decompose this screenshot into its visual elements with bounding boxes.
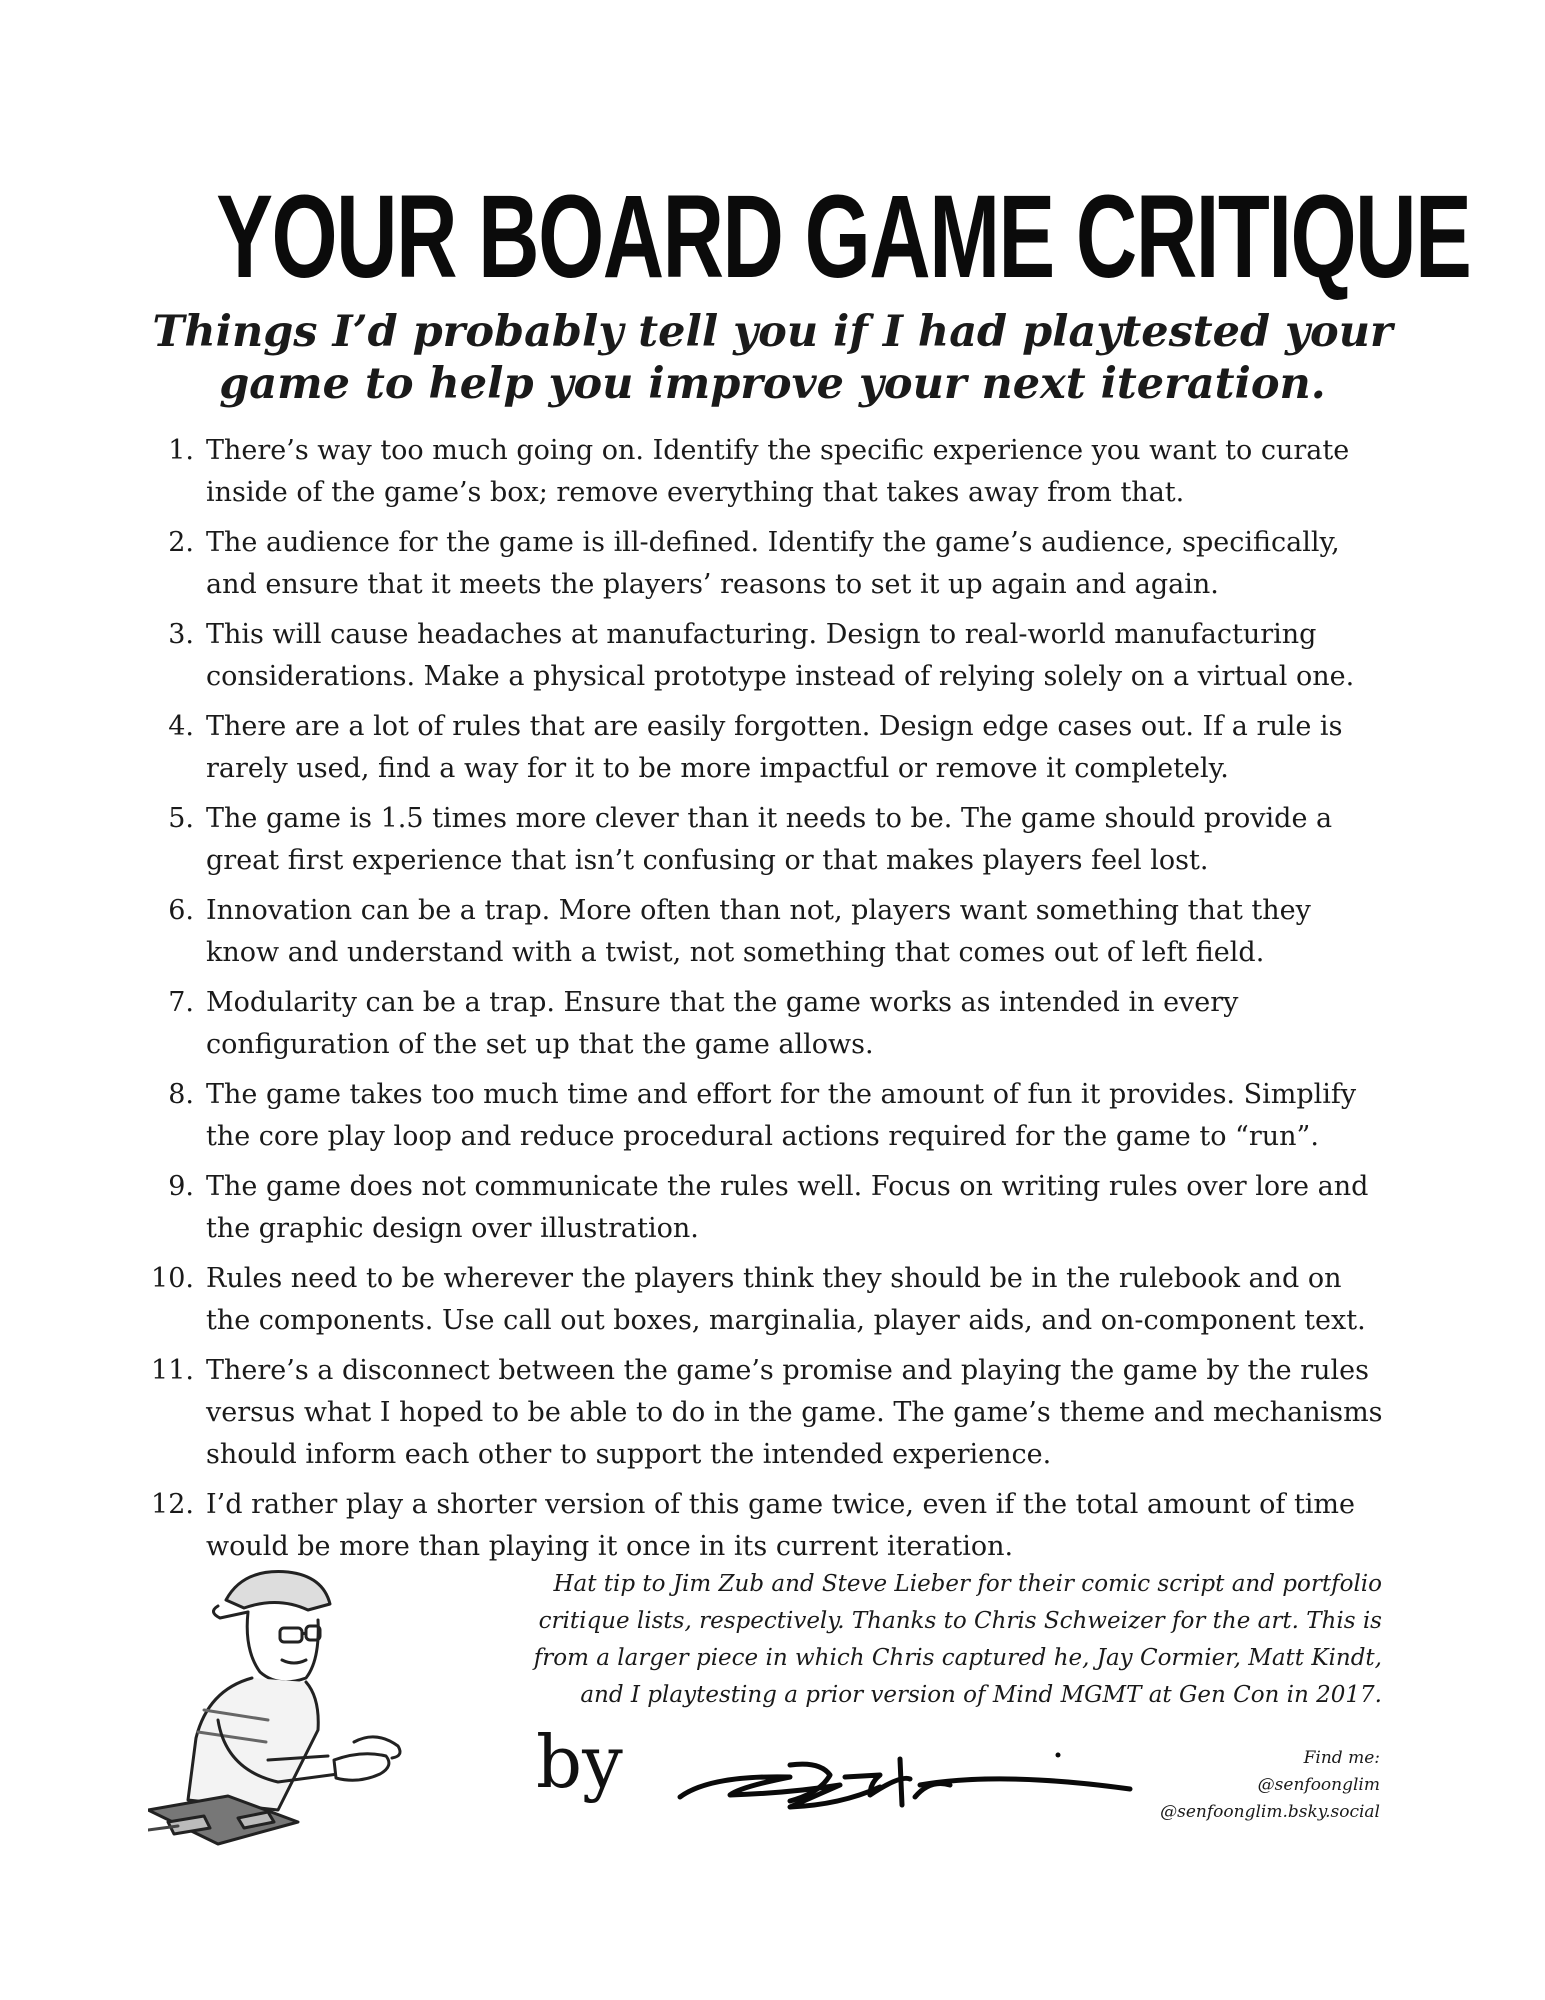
list-item	[140, 798, 1390, 882]
item-text: Modularity can be a trap. Ensure that the game works as intended in every configuration of the set up that the game allows.	[206, 987, 1239, 1060]
social-handle: @senfoonglim	[1257, 1775, 1380, 1795]
list-item	[140, 614, 1390, 698]
find-me	[1160, 1745, 1380, 1826]
list-item	[140, 1166, 1390, 1250]
item-text: There are a lot of rules that are easily forgotten. Design edge cases out. If a rule is rarely used, find a way for it to be more impactful or remove it completely.	[206, 711, 1343, 784]
playtester-illustration	[148, 1560, 518, 1850]
item-number: 5.	[168, 803, 194, 834]
item-number: 9.	[168, 1171, 194, 1202]
critique-list	[140, 430, 1390, 1576]
item-text: Innovation can be a trap. More often than not, players want something that they know and understand with a twist, not something that comes out of left field.	[206, 895, 1311, 968]
list-item	[140, 982, 1390, 1066]
item-number: 11.	[151, 1355, 194, 1386]
credits-note: Hat tip to Jim Zub and Steve Lieber for their comic script and portfolio critique lists, respectively. Thanks to Chris Schweizer for the art. This is from a larger piece in which Chris captured he, Jay Cormier, Matt Kindt, and I playtesting a prior version of Mind MGMT at Gen Con in 2017.	[533, 1571, 1382, 1708]
item-number: 8.	[168, 1079, 194, 1110]
signature	[670, 1735, 1140, 1825]
item-text: The game does not communicate the rules well. Focus on writing rules over lore and the graphic design over illustration.	[206, 1171, 1369, 1244]
item-number: 6.	[168, 895, 194, 926]
item-number: 2.	[168, 527, 194, 558]
item-number: 10.	[151, 1263, 194, 1294]
list-item	[140, 522, 1390, 606]
item-number: 12.	[151, 1489, 194, 1520]
find-me-label: Find me:	[1303, 1748, 1380, 1768]
item-text: There’s a disconnect between the game’s promise and playing the game by the rules versus what I hoped to be able to do in the game. The game’s theme and mechanisms should inform each other to support the intended experience.	[206, 1355, 1383, 1470]
by-label: by	[536, 1720, 623, 1804]
item-text: I’d rather play a shorter version of this game twice, even if the total amount of time would be more than playing it once in its current iteration.	[206, 1489, 1356, 1562]
list-item	[140, 890, 1390, 974]
item-text: There’s way too much going on. Identify the specific experience you want to curate inside of the game’s box; remove everything that takes away from that.	[206, 435, 1350, 508]
item-number: 1.	[168, 435, 194, 466]
item-text: The game takes too much time and effort for the amount of fun it provides. Simplify the core play loop and reduce procedural actions required for the game to “run”.	[206, 1079, 1357, 1152]
list-item	[140, 1484, 1390, 1568]
item-text: The game is 1.5 times more clever than it needs to be. The game should provide a great first experience that isn’t confusing or that makes players feel lost.	[206, 803, 1333, 876]
list-item	[140, 1350, 1390, 1476]
list-item	[140, 430, 1390, 514]
item-number: 3.	[168, 619, 194, 650]
item-text: This will cause headaches at manufacturing. Design to real-world manufacturing considerations. Make a physical prototype instead of relying solely on a virtual one.	[206, 619, 1355, 692]
social-handle: @senfoonglim.bsky.social	[1160, 1802, 1380, 1822]
page-title: YOUR BOARD GAME CRITIQUE	[216, 171, 1471, 303]
item-text: The audience for the game is ill-defined. Identify the game’s audience, specifically, and ensure that it meets the players’ reasons to set it up again and again.	[206, 527, 1340, 600]
item-text: Rules need to be wherever the players think they should be in the rulebook and on the components. Use call out boxes, marginalia, player aids, and on-component text.	[206, 1263, 1366, 1336]
page-subtitle: Things I’d probably tell you if I had playtested your game to help you improve your next iteration.	[152, 307, 1393, 409]
item-number: 7.	[168, 987, 194, 1018]
item-number: 4.	[168, 711, 194, 742]
list-item	[140, 1074, 1390, 1158]
list-item	[140, 706, 1390, 790]
list-item	[140, 1258, 1390, 1342]
